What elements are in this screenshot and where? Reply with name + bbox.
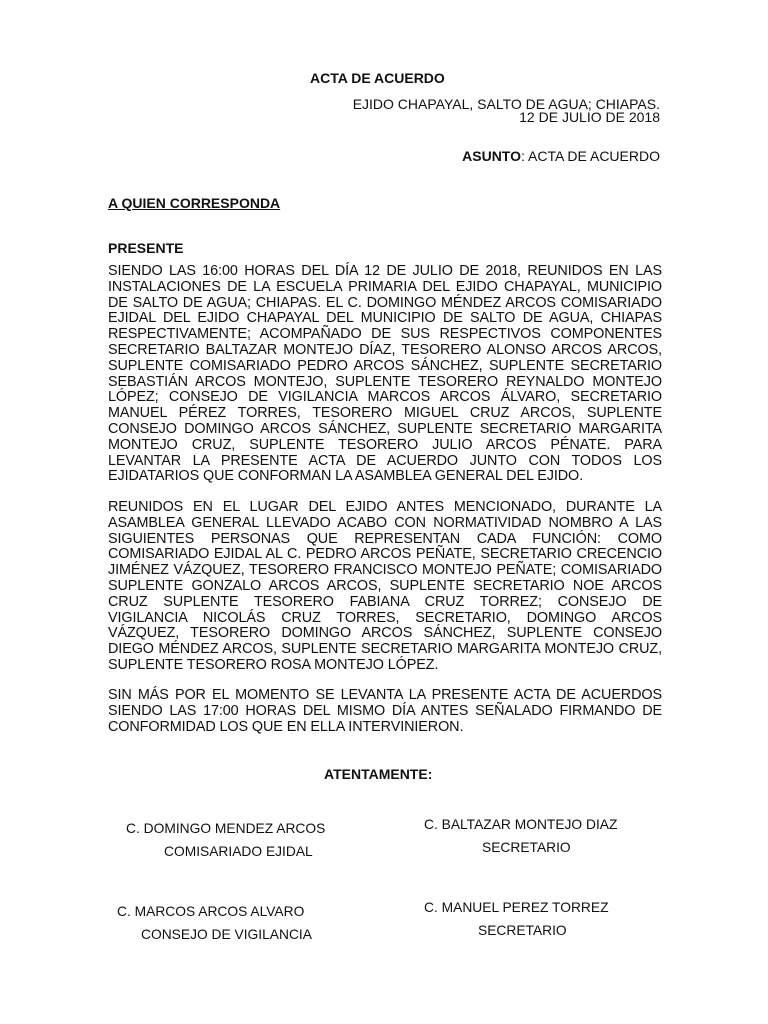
signatory-role: SECRETARIO — [478, 923, 567, 938]
body-paragraph-3: SIN MÁS POR EL MOMENTO SE LEVANTA LA PRESENTE ACTA DE ACUERDOS SIENDO LAS 17:00 HORAS DEL MISMO DÍA ANTES SEÑALADO FIRMANDO DE CONFORMIDAD LOS QUE EN ELLA INTERVINIERON. — [108, 687, 662, 735]
body-paragraph-2: REUNIDOS EN EL LUGAR DEL EJIDO ANTES MENCIONADO, DURANTE LA ASAMBLEA GENERAL LLEVADO ACABO CON NORMATIVIDAD NOMBRO A LAS SIGUIENTES PERSONAS QUE REPRESENTAN CADA FUNCIÓN: COMO COMISARIADO EJIDAL AL C. PEDRO ARCOS PEÑATE, SECRETARIO CRECENCIO JIMÉNEZ VÁZQUEZ, TESORERO FRANCISCO MONTEJO PEÑATE; COMISARIADO SUPLENTE GONZALO ARCOS ARCOS, SUPLENTE SECRETARIO NOE ARCOS CRUZ SUPLENTE TESORERO FABIANA CRUZ TORREZ; CONSEJO DE VIGILANCIA NICOLÁS CRUZ TORRES, SECRETARIO, DOMINGO ARCOS VÁZQUEZ, TESORERO DOMINGO ARCOS SÁNCHEZ, SUPLENTE CONSEJO DIEGO MÉNDEZ ARCOS, SUPLENTE SECRETARIO MARGARITA MONTEJO CRUZ, SUPLENTE TESORERO ROSA MONTEJO LÓPEZ. — [108, 499, 662, 673]
signatory-name: C. BALTAZAR MONTEJO DIAZ — [424, 817, 618, 832]
subject-line — [462, 148, 660, 164]
document-title: ACTA DE ACUERDO — [310, 70, 445, 86]
subject-label: ASUNTO — [462, 148, 521, 164]
subject-value: : ACTA DE ACUERDO — [521, 148, 660, 164]
signatory-role: CONSEJO DE VIGILANCIA — [141, 927, 312, 942]
signatory-role: SECRETARIO — [482, 840, 571, 855]
signatory-name: C. MARCOS ARCOS ALVARO — [117, 904, 305, 919]
signatory-role: COMISARIADO EJIDAL — [164, 844, 313, 859]
present-heading: PRESENTE — [108, 240, 184, 256]
signatory-name: C. MANUEL PEREZ TORREZ — [424, 900, 609, 915]
recipient-heading: A QUIEN CORRESPONDA — [108, 195, 281, 211]
document-date: 12 DE JULIO DE 2018 — [519, 109, 660, 125]
document-place: EJIDO CHAPAYAL, SALTO DE AGUA; CHIAPAS. — [352, 96, 660, 112]
body-paragraph-1: SIENDO LAS 16:00 HORAS DEL DÍA 12 DE JULIO DE 2018, REUNIDOS EN LAS INSTALACIONES DE LA ESCUELA PRIMARIA DEL EJIDO CHAPAYAL, MUNICIPIO DE SALTO DE AGUA; CHIAPAS. EL C. DOMINGO MÉNDEZ ARCOS COMISARIADO EJIDAL DEL EJIDO CHAPAYAL DEL MUNICIPIO DE SALTO DE AGUA, CHIAPAS RESPECTIVAMENTE; ACOMPAÑADO DE SUS RESPECTIVOS COMPONENTES SECRETARIO BALTAZAR MONTEJO DÍAZ, TESORERO ALONSO ARCOS ARCOS, SUPLENTE COMISARIADO PEDRO ARCOS SÁNCHEZ, SUPLENTE SECRETARIO SEBASTIÁN ARCOS MONTEJO, SUPLENTE TESORERO REYNALDO MONTEJO LÓPEZ; CONSEJO DE VIGILANCIA MARCOS ARCOS ÁLVARO, SECRETARIO MANUEL PÉREZ TORRES, TESORERO MIGUEL CRUZ ARCOS, SUPLENTE CONSEJO DOMINGO ARCOS SÁNCHEZ, SUPLENTE SECRETARIO MARGARITA MONTEJO CRUZ, SUPLENTE TESORERO JULIO ARCOS PÉNATE. PARA LEVANTAR LA PRESENTE ACTA DE ACUERDO JUNTO CON TODOS LOS EJIDATARIOS QUE CONFORMAN LA ASAMBLEA GENERAL DEL EJIDO. — [108, 263, 662, 485]
signatory-name: C. DOMINGO MENDEZ ARCOS — [126, 821, 326, 836]
closing-heading: ATENTAMENTE: — [324, 766, 433, 782]
